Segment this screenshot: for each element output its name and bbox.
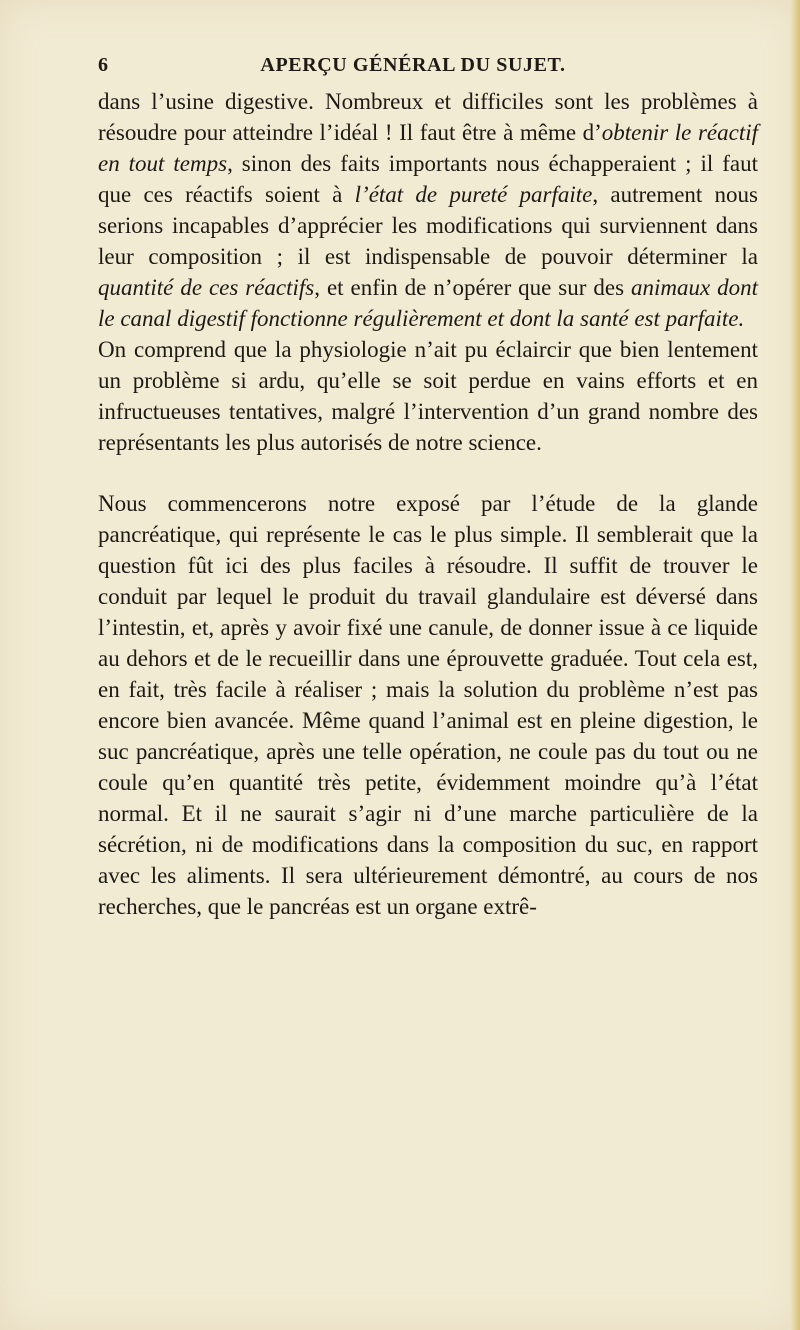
running-title: APERÇU GÉNÉRAL DU SUJET. — [260, 54, 566, 76]
page-edge — [790, 0, 800, 1330]
text-segment: , autrement nous serions incapables d’apprécier les modifications qui surviennent dans leur composition ; il est indispensable de pouvoir déterminer la — [98, 182, 759, 269]
text-segment: On comprend que la physiologie n’ait pu éclaircir que bien lentement un problème si ardu, qu’elle se soit perdue en vains efforts et en infructueuses tentatives, malgré l’intervention d’un grand nombre des représentants les plus autorisés de notre science. — [98, 337, 758, 455]
paragraph-2 — [98, 334, 758, 458]
italic-segment: animaux dont le canal digestif fonctionne régulièrement et dont la santé est parfaite. — [98, 275, 758, 331]
page-header — [98, 55, 758, 83]
page-number: 6 — [98, 54, 108, 76]
text-segment: , et enfin de n’opérer que sur des — [314, 275, 631, 300]
italic-segment: quantité de ces réactifs — [98, 275, 315, 300]
paragraph-separator — [98, 458, 758, 488]
text-segment: , sinon des faits importants nous échapperaient ; il faut que ces réactifs soient à — [98, 151, 759, 207]
paragraph-1 — [98, 86, 758, 334]
text-segment: dans l’usine digestive. Nombreux et difficiles sont les problèmes à résoudre pour atteindre l’idéal ! Il faut être à même d’ — [98, 89, 758, 145]
italic-segment: obtenir le réactif en tout temps — [98, 120, 759, 176]
body-text — [98, 86, 758, 922]
paragraph-3 — [98, 488, 758, 922]
text-segment: Nous commencerons notre exposé par l’étude de la glande pancréatique, qui représente le cas le plus simple. Il semblerait que la question fût ici des plus faciles à résoudre. Il suffit de trouver le conduit par lequel le produit du travail glandulaire est déversé dans l’intestin, et, après y avoir fixé une canule, de donner issue à ce liquide au dehors et de le recueillir dans une éprouvette graduée. Tout cela est, en fait, très facile à réaliser ; mais la solution du problème n’est pas encore bien avancée. Même quand l’animal est en pleine digestion, le suc pancréatique, après une telle opération, ne coule pas du tout ou ne coule qu’en quantité très petite, évidemment moindre qu’à l’état normal. Et il ne saurait s’agir ni d’une marche particulière de la sécrétion, ni de modifications dans la composition du suc, en rapport avec les aliments. Il sera ultérieurement démontré, au cours de nos recherches, que le pancréas est un organe extrê- — [98, 491, 758, 919]
italic-segment: l’état de pureté parfaite — [354, 182, 593, 207]
